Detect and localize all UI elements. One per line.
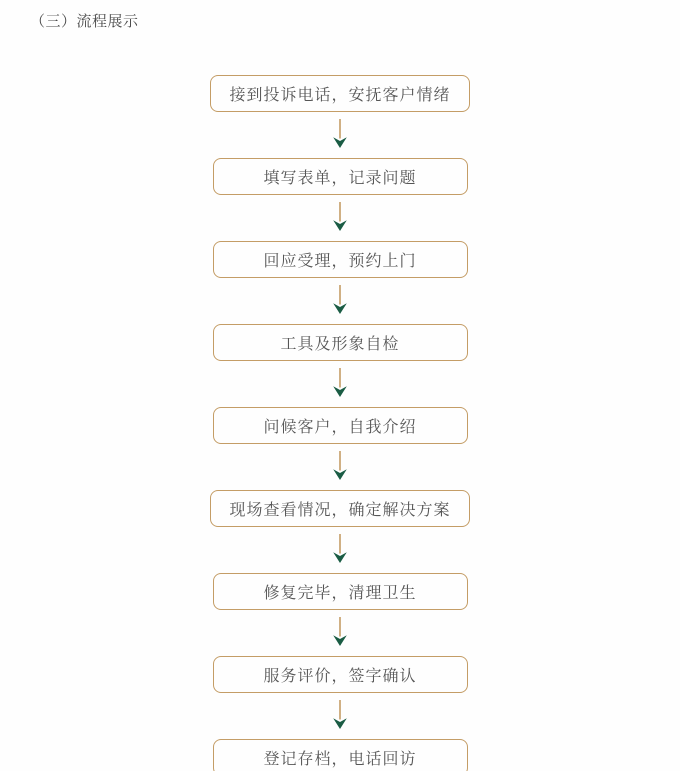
flow-step-box (213, 656, 468, 693)
flow-step-box (210, 75, 469, 112)
flow-step-label: 服务评价，签字确认 (263, 668, 417, 685)
down-arrow-icon (331, 534, 349, 564)
flow-step-label: 现场查看情况，确定解决方案 (229, 502, 451, 519)
down-arrow-icon (331, 700, 349, 730)
down-arrow-icon (331, 119, 349, 149)
flow-step-box (213, 407, 468, 444)
flow-step-label: 登记存档，电话回访 (263, 751, 417, 768)
flow-step-label: 问候客户，自我介绍 (263, 419, 417, 436)
flow-step-box (210, 490, 469, 527)
flow-step-box (213, 324, 468, 361)
flow-step (213, 573, 468, 656)
flow-step-box (213, 158, 468, 195)
flow-step-box (213, 739, 468, 771)
flow-step-box (213, 573, 468, 610)
flow-step-label: 填写表单，记录问题 (263, 170, 417, 187)
down-arrow-icon (331, 285, 349, 315)
flow-step (213, 241, 468, 324)
flow-step-label: 接到投诉电话，安抚客户情绪 (229, 87, 451, 104)
flow-step (213, 407, 468, 490)
flow-step (213, 324, 468, 407)
flow-step (210, 490, 469, 573)
page-title: （三）流程展示 (30, 13, 139, 30)
flow-step (213, 739, 468, 771)
flow-step (213, 158, 468, 241)
down-arrow-icon (331, 451, 349, 481)
flowchart (0, 75, 680, 771)
flow-step (213, 656, 468, 739)
down-arrow-icon (331, 368, 349, 398)
down-arrow-icon (331, 617, 349, 647)
flow-step-label: 工具及形象自检 (280, 336, 400, 353)
flow-step-box (213, 241, 468, 278)
down-arrow-icon (331, 202, 349, 232)
flow-step-label: 修复完毕，清理卫生 (263, 585, 417, 602)
flow-step-label: 回应受理，预约上门 (263, 253, 417, 270)
flow-step (210, 75, 469, 158)
